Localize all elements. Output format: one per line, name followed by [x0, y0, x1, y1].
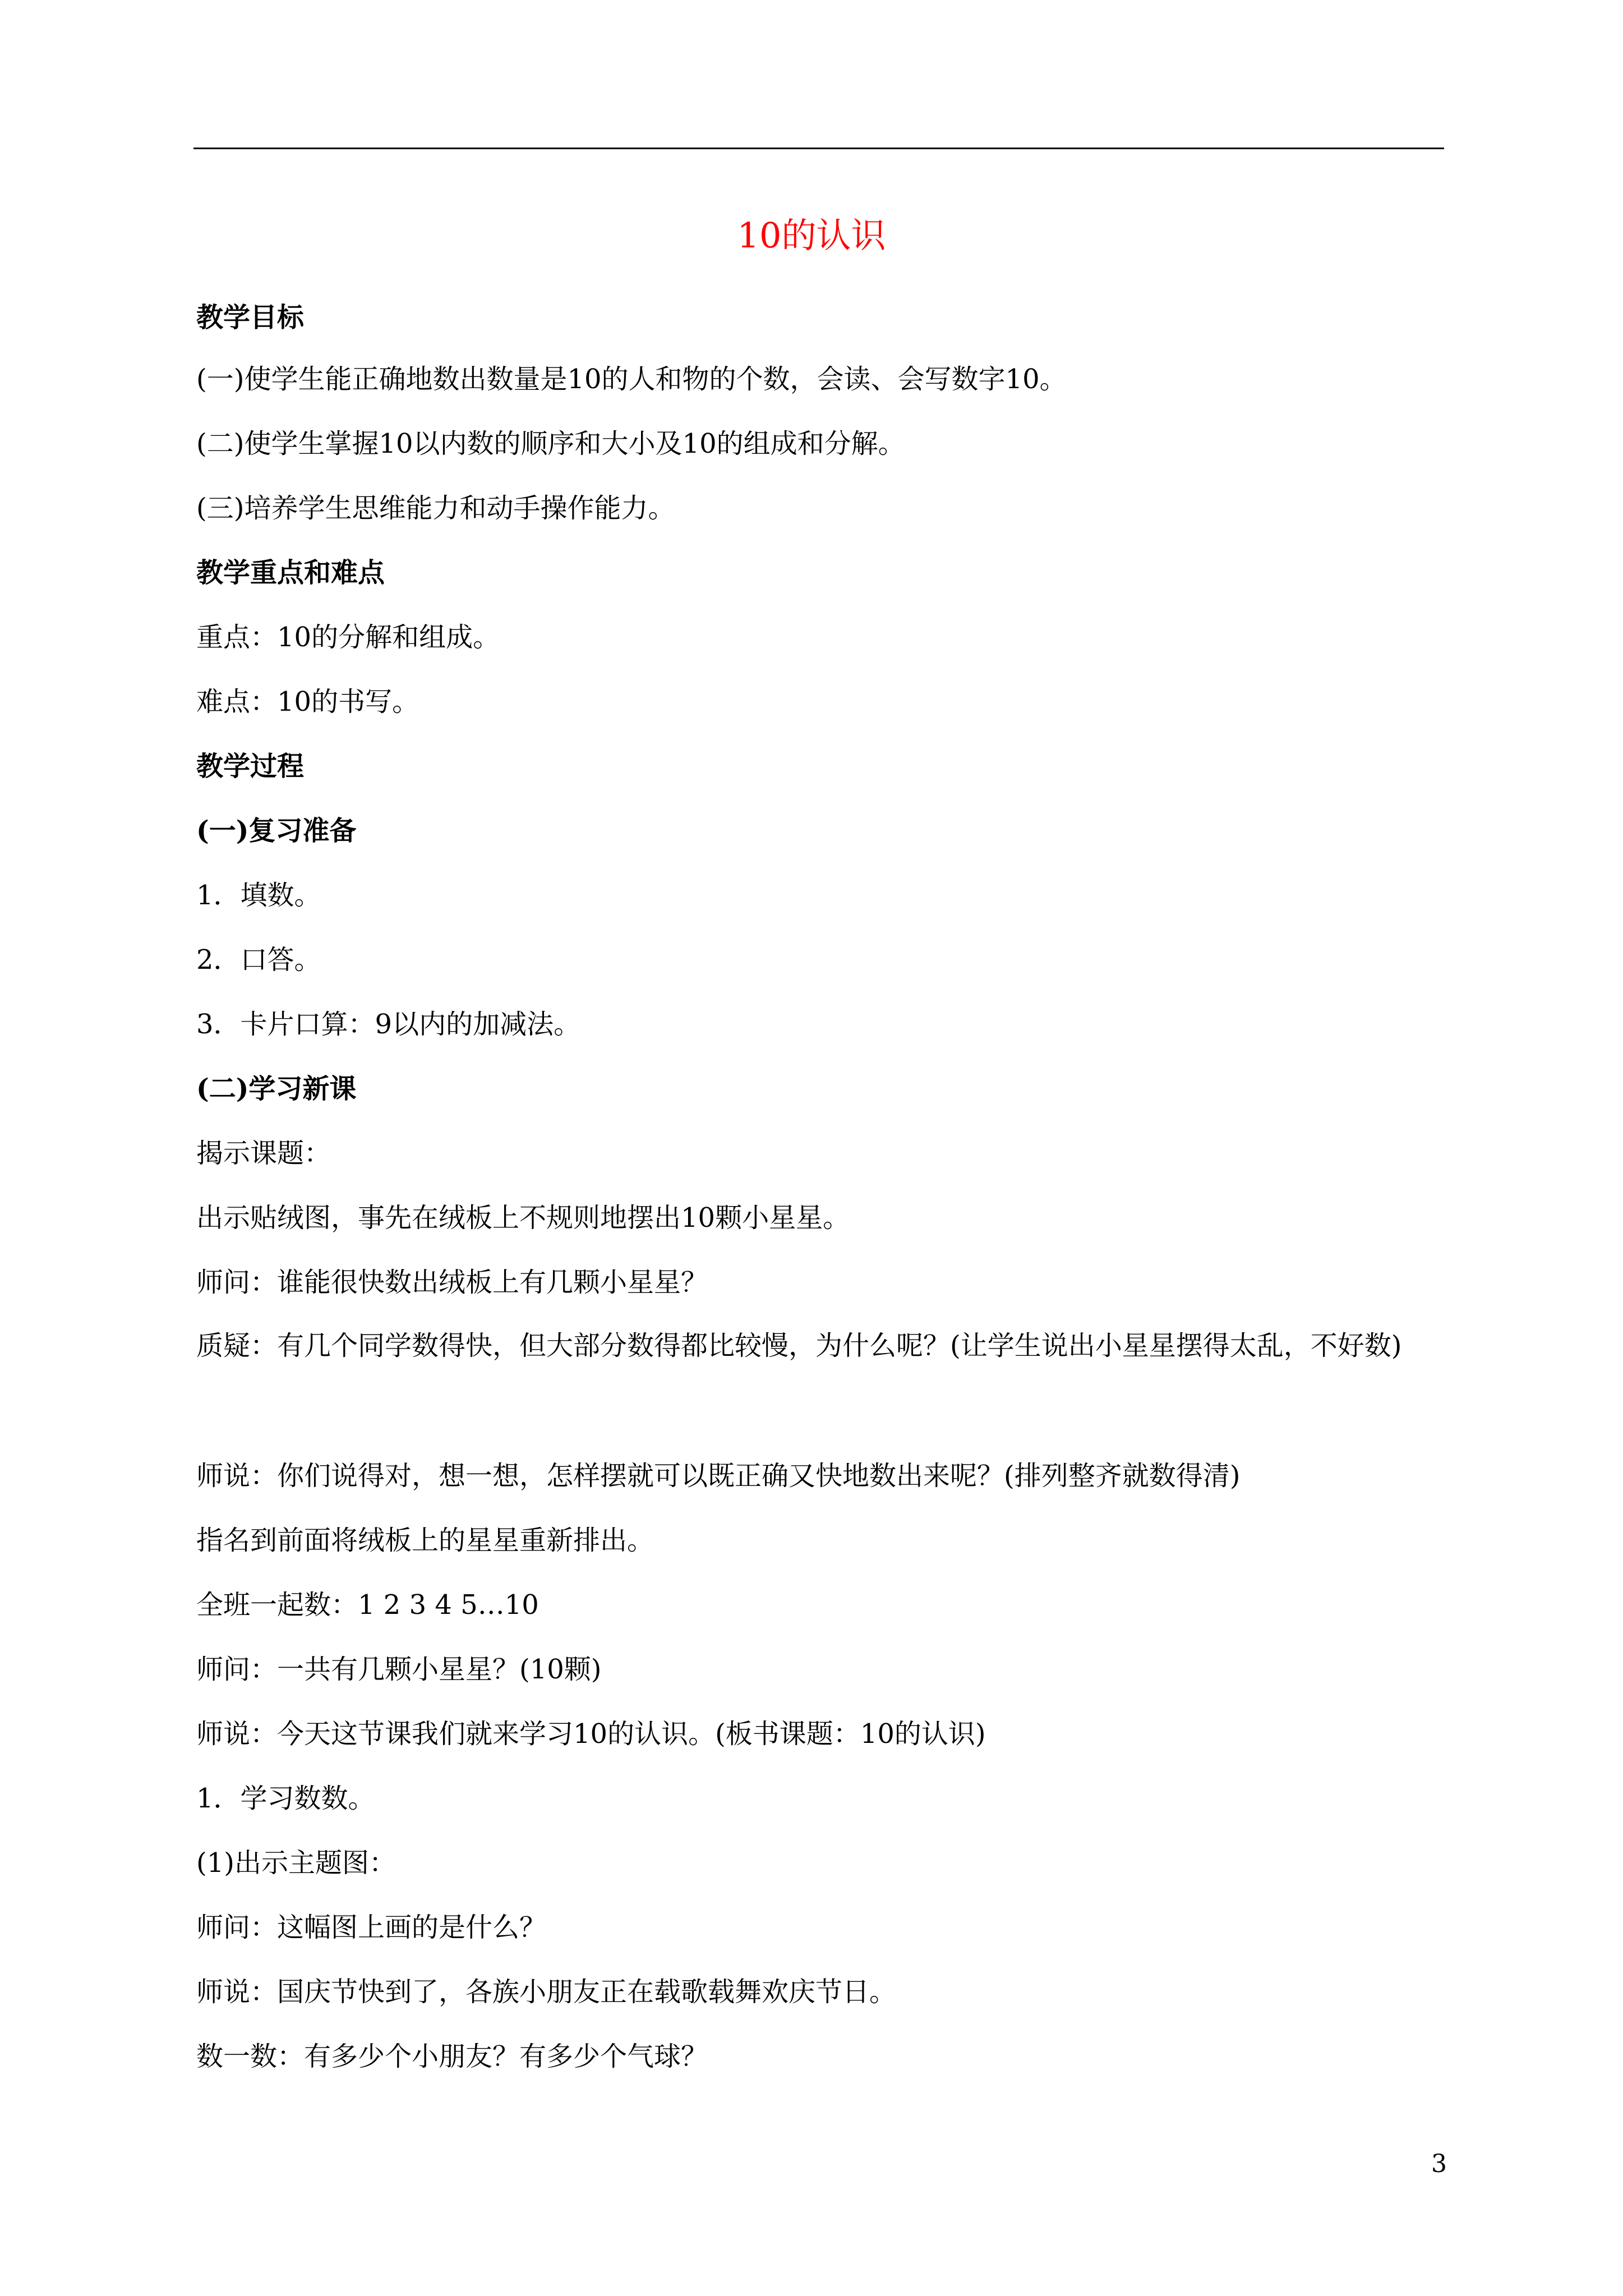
show-board: 出示贴绒图，事先在绒板上不规则地摆出10颗小星星。	[196, 1202, 850, 1234]
teacher-say-1: 师说：你们说得对，想一想，怎样摆就可以既正确又快地数出来呢？(排列整齐就数得清)	[196, 1460, 1241, 1492]
review-item-3: 3．卡片口算：9以内的加减法。	[196, 1009, 581, 1040]
review-heading: (一)复习准备	[196, 815, 357, 846]
teacher-question-1: 师问：谁能很快数出绒板上有几颗小星星？	[196, 1267, 708, 1298]
key-heading: 教学重点和难点	[196, 557, 385, 588]
new-lesson-heading: (二)学习新课	[196, 1073, 357, 1105]
page-number: 3	[1431, 2150, 1447, 2178]
teacher-say-2: 师说：今天这节课我们就来学习10的认识。(板书课题：10的认识)	[196, 1718, 986, 1750]
reveal-topic: 揭示课题：	[196, 1138, 331, 1169]
goal-2: (二)使学生掌握10以内数的顺序和大小及10的组成和分解。	[196, 428, 905, 459]
process-heading: 教学过程	[196, 751, 305, 782]
goals-heading: 教学目标	[196, 302, 305, 333]
teacher-question-2: 师问：一共有几颗小星星？(10颗)	[196, 1654, 602, 1685]
teacher-question-3: 师问：这幅图上画的是什么？	[196, 1912, 547, 1943]
teacher-say-3: 师说：国庆节快到了，各族小朋友正在载歌载舞欢庆节日。	[196, 1976, 897, 2008]
class-count: 全班一起数：1 2 3 4 5…10	[196, 1589, 539, 1621]
page-title: 10的认识	[737, 215, 886, 256]
question-doubt: 质疑：有几个同学数得快，但大部分数得都比较慢，为什么呢？(让学生说出小星星摆得太乱，不好数)	[196, 1330, 1402, 1361]
rearrange-stars: 指名到前面将绒板上的星星重新排出。	[196, 1525, 654, 1556]
goal-1: (一)使学生能正确地数出数量是10的人和物的个数，会读、会写数字10。	[196, 364, 1067, 395]
key-point: 重点：10的分解和组成。	[196, 622, 500, 653]
count-question: 数一数：有多少个小朋友？有多少个气球？	[196, 2041, 708, 2072]
show-theme-picture: (1)出示主题图：	[196, 1847, 396, 1879]
header-rule	[193, 148, 1444, 149]
review-item-2: 2．口答。	[196, 944, 321, 976]
goal-3: (三)培养学生思维能力和动手操作能力。	[196, 493, 675, 524]
difficult-point: 难点：10的书写。	[196, 686, 419, 717]
review-item-1: 1．填数。	[196, 880, 321, 911]
learn-counting: 1．学习数数。	[196, 1783, 375, 1814]
